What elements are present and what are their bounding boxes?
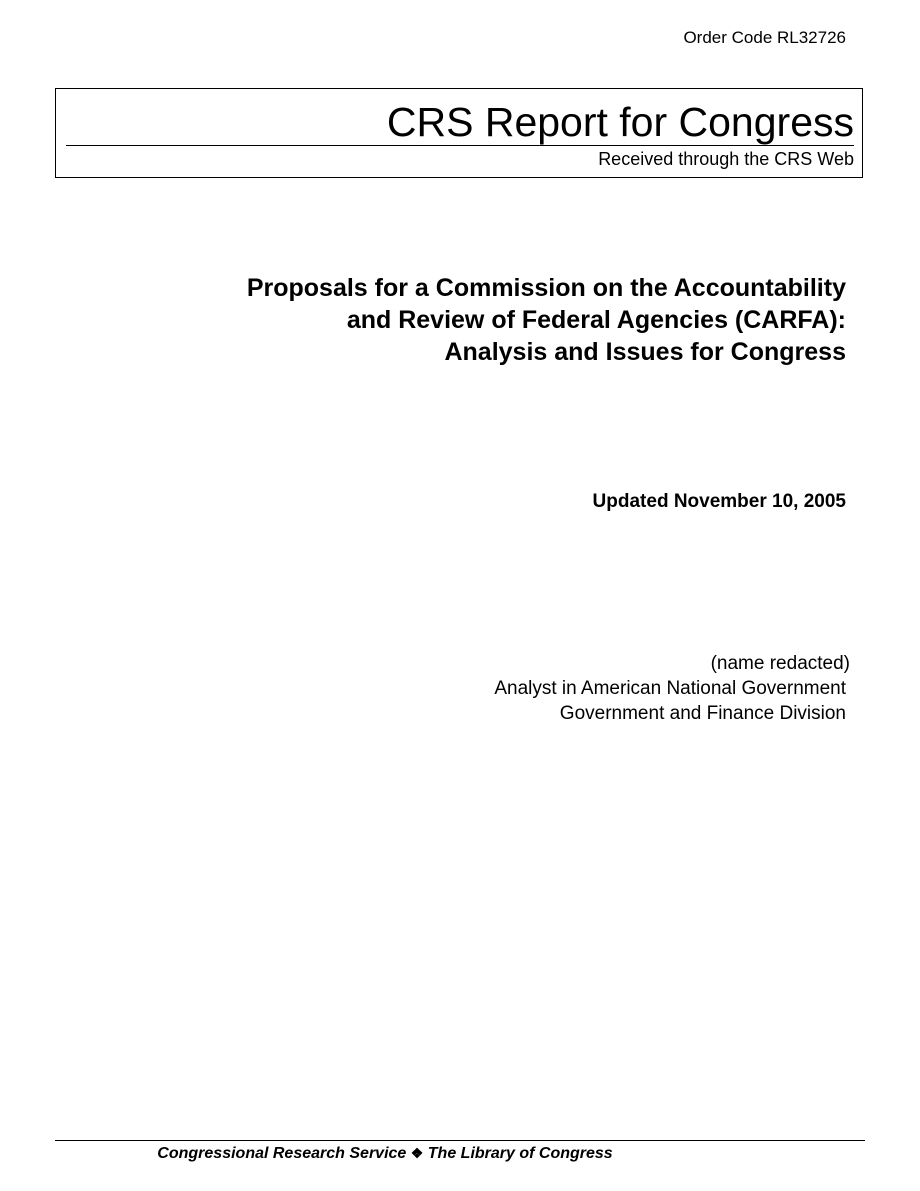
updated-date: Updated November 10, 2005 [592,491,846,512]
author-division: Government and Finance Division [559,703,846,724]
report-series-title: CRS Report for Congress [386,99,854,145]
diamond-separator-icon: ❖ [410,1145,424,1161]
document-title-line: Analysis and Issues for Congress [444,338,846,366]
author-name: (name redacted) [710,653,850,674]
footer-publisher: Congressional Research Service [157,1145,407,1162]
footer-divider [55,1140,865,1141]
footer [55,1143,865,1164]
footer-library: The Library of Congress [427,1145,613,1162]
order-code: Order Code RL32726 [683,28,846,47]
document-title-line: Proposals for a Commission on the Accountability [246,274,846,302]
report-header-box [55,88,863,178]
received-note: Received through the CRS Web [598,149,854,169]
header-divider [66,145,854,146]
author-position: Analyst in American National Government [494,678,846,699]
author-block [494,651,850,726]
document-title [126,272,846,368]
document-title-line: and Review of Federal Agencies (CARFA): [346,306,846,334]
